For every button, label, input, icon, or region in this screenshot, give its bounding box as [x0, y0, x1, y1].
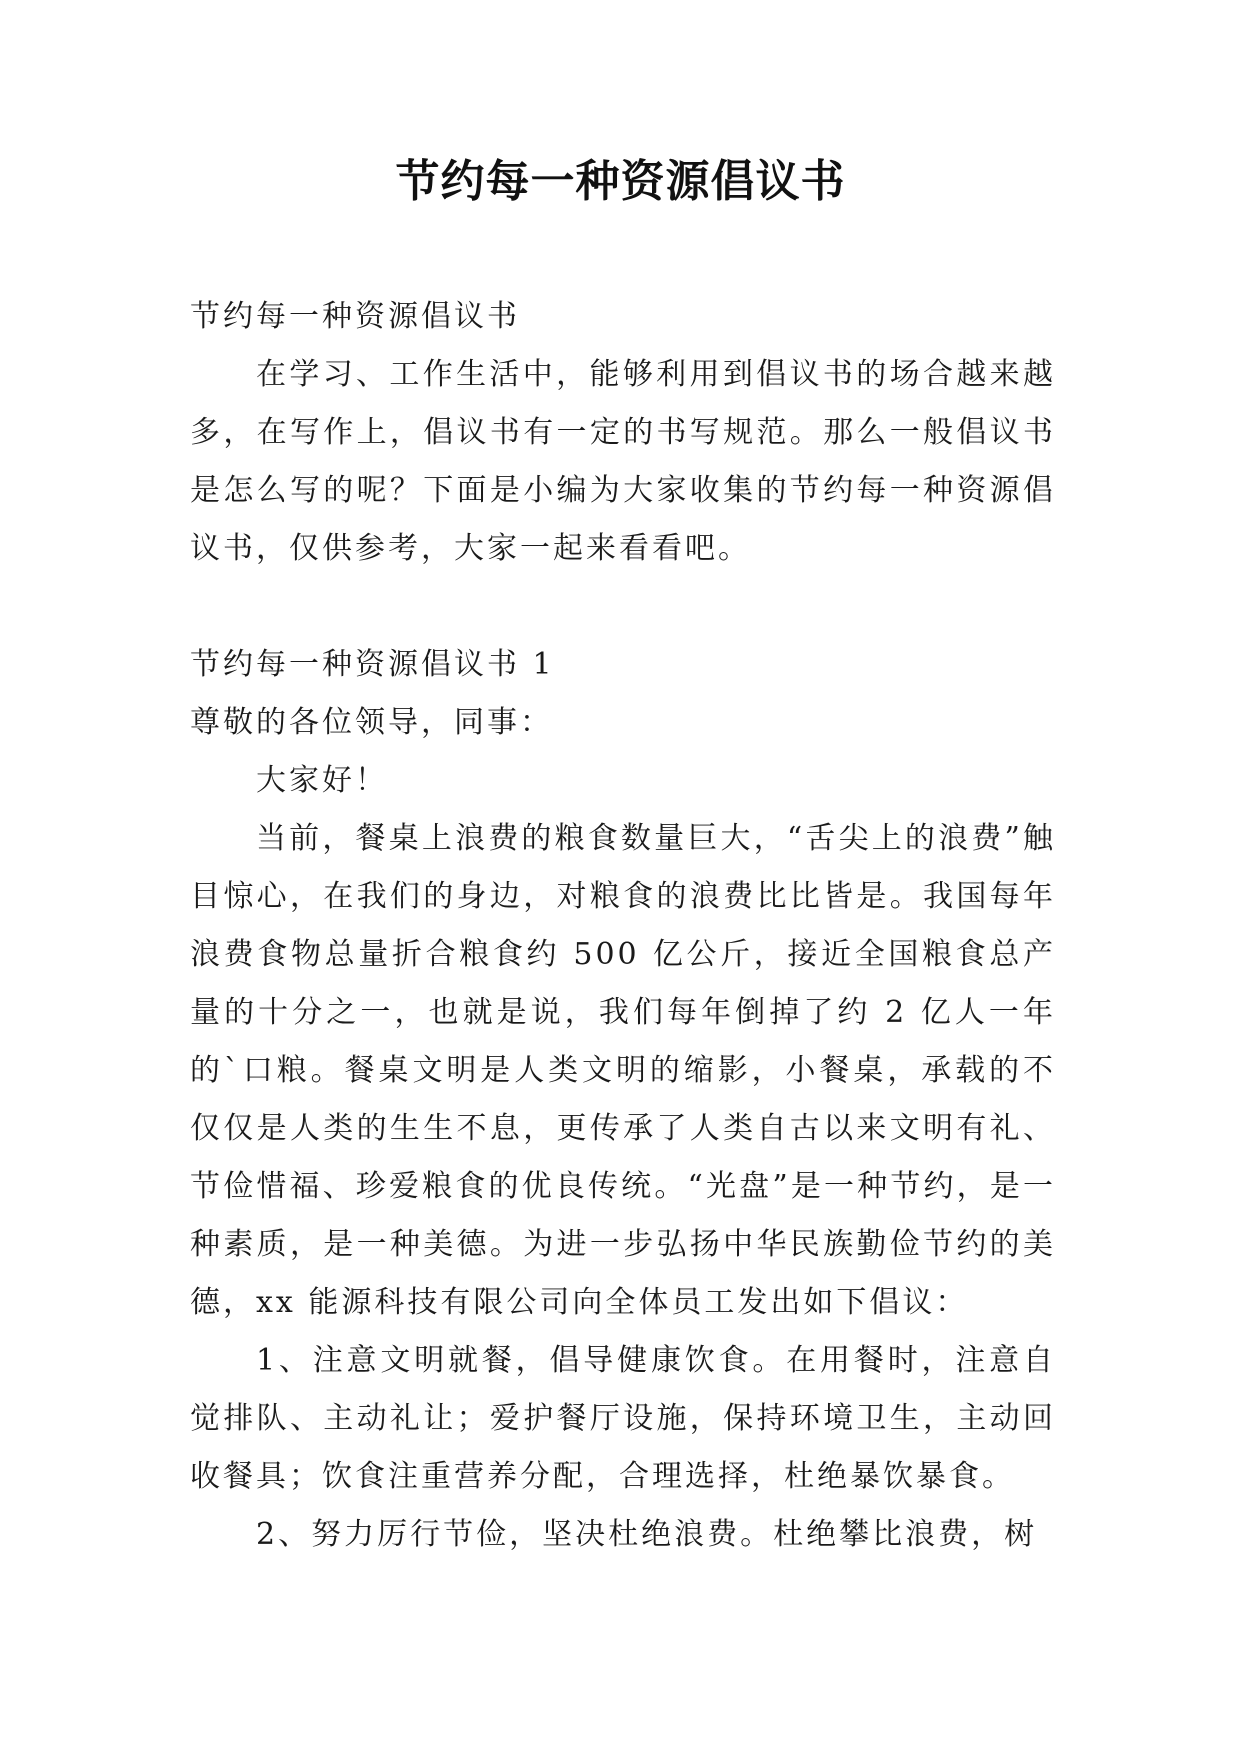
proposal-item-1: 1、注意文明就餐，倡导健康饮食。在用餐时，注意自觉排队、主动礼让；爱护餐厅设施，保持环境卫生，主动回收餐具；饮食注重营养分配，合理选择，杜绝暴饮暴食。 — [190, 1343, 1056, 1494]
paragraph-spacer — [190, 578, 1056, 636]
document-subtitle: 节约每一种资源倡议书 — [190, 299, 520, 334]
proposal-item-2: 2、努力厉行节俭，坚决杜绝浪费。杜绝攀比浪费，树 — [256, 1517, 1038, 1552]
body-paragraph-1: 当前，餐桌上浪费的粮食数量巨大，“舌尖上的浪费”触目惊心，在我们的身边，对粮食的浪费比比皆是。我国每年浪费食物总量折合粮食约 500 亿公斤，接近全国粮食总产量的十分之一，也就是说，我们每年倒掉了约 2 亿人一年的`口粮。餐桌文明是人类文明的缩影，小餐桌，承载的不仅仅是人类的生生不息，更传承了人类自古以来文明有礼、节俭惜福、珍爱粮食的优良传统。“光盘”是一种节约，是一种素质，是一种美德。为进一步弘扬中华民族勤俭节约的美德，xx 能源科技有限公司向全体员工发出如下倡议： — [190, 821, 1056, 1320]
salutation: 尊敬的各位领导，同事： — [190, 705, 553, 740]
document-title: 节约每一种资源倡议书 — [395, 156, 846, 207]
intro-paragraph: 在学习、工作生活中，能够利用到倡议书的场合越来越多，在写作上，倡议书有一定的书写规范。那么一般倡议书是怎么写的呢？下面是小编为大家收集的节约每一种资源倡议书，仅供参考，大家一起来看看吧。 — [190, 357, 1056, 566]
section-heading: 节约每一种资源倡议书 1 — [190, 647, 555, 682]
document-body — [190, 288, 1056, 1564]
greeting: 大家好！ — [256, 763, 388, 798]
